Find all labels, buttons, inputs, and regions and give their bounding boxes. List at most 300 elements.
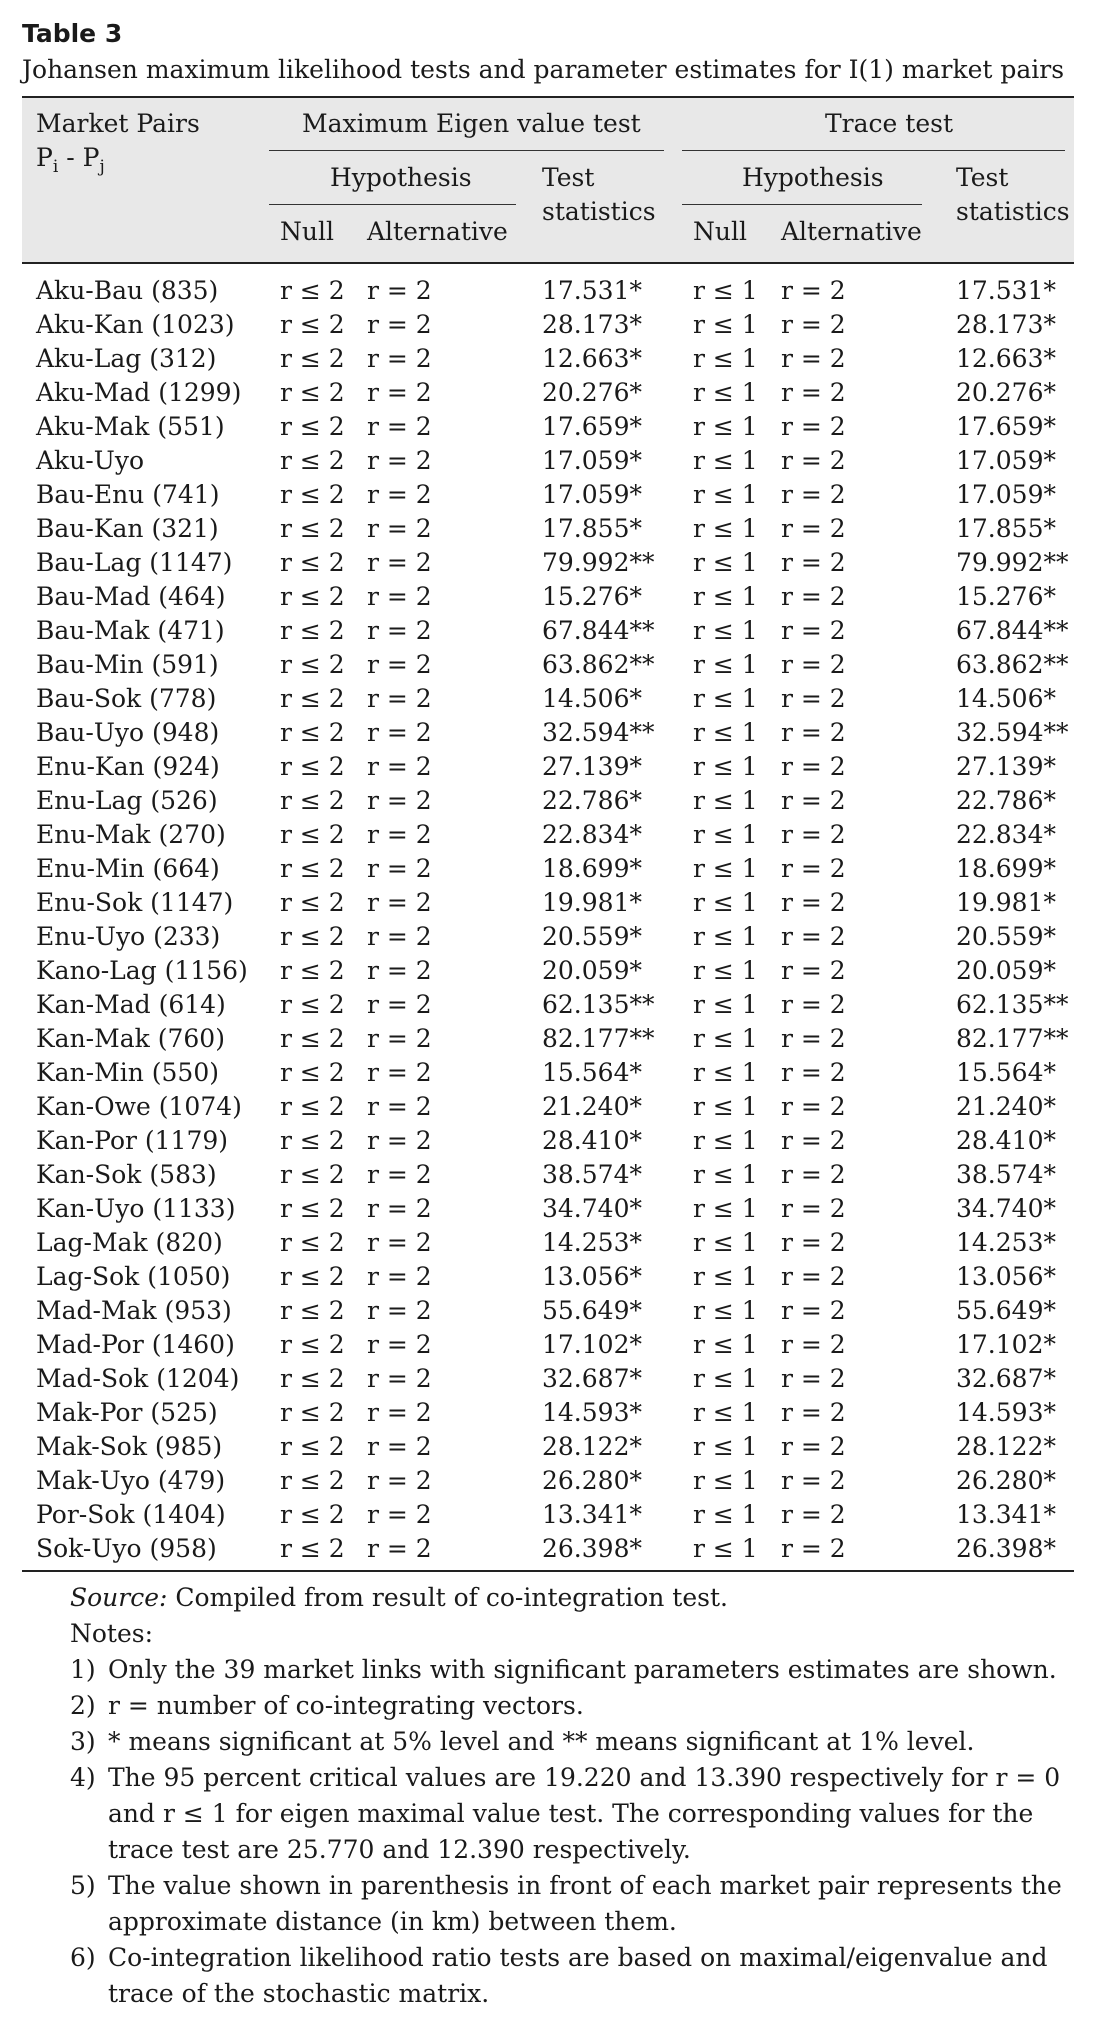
trace-alternative: r = 2 (781, 1534, 846, 1563)
market-pair: Kan-Mad (614) (36, 990, 226, 1019)
eigen-test-statistic: 28.122* (542, 1432, 642, 1461)
eigen-null: r ≤ 2 (280, 922, 345, 951)
note-text: * means significant at 5% level and ** means significant at 1% level. (108, 1727, 975, 1756)
trace-test-statistic: 14.593* (956, 1398, 1056, 1427)
trace-test-statistic: 13.056* (956, 1262, 1056, 1291)
header-pi-sub: i (52, 157, 59, 177)
trace-alternative: r = 2 (781, 276, 846, 305)
trace-null: r ≤ 1 (693, 990, 758, 1019)
trace-test-statistic: 19.981* (956, 888, 1056, 917)
trace-alternative: r = 2 (781, 718, 846, 747)
header-max-eigen: Maximum Eigen value test (302, 109, 641, 138)
eigen-null: r ≤ 2 (280, 480, 345, 509)
table-row (22, 682, 1074, 716)
eigen-alternative: r = 2 (367, 378, 432, 407)
eigen-alternative: r = 2 (367, 718, 432, 747)
eigen-null: r ≤ 2 (280, 1262, 345, 1291)
market-pair: Mad-Por (1460) (36, 1330, 235, 1359)
trace-null: r ≤ 1 (693, 446, 758, 475)
market-pair: Enu-Min (664) (36, 854, 220, 883)
eigen-null: r ≤ 2 (280, 514, 345, 543)
trace-null: r ≤ 1 (693, 956, 758, 985)
market-pair: Bau-Mad (464) (36, 582, 226, 611)
eigen-test-statistic: 20.059* (542, 956, 642, 985)
table-row (22, 614, 1074, 648)
trace-test-statistic: 28.410* (956, 1126, 1056, 1155)
eigen-null: r ≤ 2 (280, 1398, 345, 1427)
eigen-alternative: r = 2 (367, 548, 432, 577)
trace-null: r ≤ 1 (693, 650, 758, 679)
table-row (22, 886, 1074, 920)
market-pair: Kan-Min (550) (36, 1058, 219, 1087)
trace-null: r ≤ 1 (693, 344, 758, 373)
eigen-test-statistic: 17.059* (542, 446, 642, 475)
table-caption: Johansen maximum likelihood tests and parameter estimates for I(1) market pairs (22, 55, 1065, 84)
eigen-test-statistic: 63.862** (542, 650, 655, 679)
trace-null: r ≤ 1 (693, 1500, 758, 1529)
eigen-test-statistic: 17.102* (542, 1330, 642, 1359)
trace-alternative: r = 2 (781, 820, 846, 849)
table-row (22, 308, 1074, 342)
market-pair: Aku-Kan (1023) (36, 310, 235, 339)
trace-test-statistic: 32.594** (956, 718, 1069, 747)
eigen-test-statistic: 38.574* (542, 1160, 642, 1189)
eigen-test-statistic: 22.834* (542, 820, 642, 849)
trace-test-statistic: 79.992** (956, 548, 1069, 577)
market-pair: Enu-Kan (924) (36, 752, 220, 781)
eigen-alternative: r = 2 (367, 582, 432, 611)
eigen-null: r ≤ 2 (280, 786, 345, 815)
trace-alternative: r = 2 (781, 1466, 846, 1495)
table-row (22, 444, 1074, 478)
eigen-alternative: r = 2 (367, 650, 432, 679)
eigen-null: r ≤ 2 (280, 752, 345, 781)
eigen-alternative: r = 2 (367, 1398, 432, 1427)
trace-null: r ≤ 1 (693, 1330, 758, 1359)
market-pair: Bau-Kan (321) (36, 514, 219, 543)
table-row (22, 546, 1074, 580)
trace-test-statistic: 17.659* (956, 412, 1056, 441)
eigen-null: r ≤ 2 (280, 378, 345, 407)
trace-null: r ≤ 1 (693, 1364, 758, 1393)
eigen-test-statistic: 12.663* (542, 344, 642, 373)
trace-test-statistic: 63.862** (956, 650, 1069, 679)
trace-null: r ≤ 1 (693, 820, 758, 849)
trace-alternative: r = 2 (781, 310, 846, 339)
note-text: r = number of co-integrating vectors. (108, 1691, 584, 1720)
trace-alternative: r = 2 (781, 480, 846, 509)
trace-test-statistic: 14.253* (956, 1228, 1056, 1257)
trace-test-statistic: 12.663* (956, 344, 1056, 373)
table-row (22, 1022, 1074, 1056)
trace-null: r ≤ 1 (693, 378, 758, 407)
table-row (22, 716, 1074, 750)
eigen-null: r ≤ 2 (280, 854, 345, 883)
trace-test-statistic: 55.649* (956, 1296, 1056, 1325)
eigen-alternative: r = 2 (367, 1500, 432, 1529)
trace-alternative: r = 2 (781, 1296, 846, 1325)
eigen-alternative: r = 2 (367, 956, 432, 985)
eigen-null: r ≤ 2 (280, 1092, 345, 1121)
eigen-null: r ≤ 2 (280, 650, 345, 679)
eigen-test-statistic: 17.531* (542, 276, 642, 305)
eigen-alternative: r = 2 (367, 990, 432, 1019)
trace-null: r ≤ 1 (693, 1092, 758, 1121)
note-number: 1) (70, 1655, 96, 1684)
trace-hypothesis-rule (682, 204, 922, 205)
eigen-null: r ≤ 2 (280, 310, 345, 339)
eigen-alternative: r = 2 (367, 684, 432, 713)
table-row (22, 580, 1074, 614)
eigen-test-statistic: 19.981* (542, 888, 642, 917)
note-number: 2) (70, 1691, 96, 1720)
eigen-test-statistic: 15.564* (542, 1058, 642, 1087)
trace-alternative: r = 2 (781, 922, 846, 951)
eigen-null: r ≤ 2 (280, 582, 345, 611)
eigen-alternative: r = 2 (367, 412, 432, 441)
header-pj-sub: j (99, 157, 105, 177)
note-text: The 95 percent critical values are 19.220 and 13.390 respectively for r = 0 and r ≤ 1 for eigen maximal value test. The corresponding values for the trace test are 25.770 and 12.390 respectively. (108, 1763, 1061, 1864)
note-text: The value shown in parenthesis in front of each market pair represents the approximate distance (in km) between them. (108, 1871, 1062, 1936)
trace-test-statistic: 67.844** (956, 616, 1069, 645)
table-body (22, 264, 1074, 1572)
eigen-null: r ≤ 2 (280, 1296, 345, 1325)
eigen-test-statistic: 20.559* (542, 922, 642, 951)
market-pair: Aku-Mak (551) (36, 412, 225, 441)
trace-test-statistic: 20.059* (956, 956, 1056, 985)
trace-alternative: r = 2 (781, 1262, 846, 1291)
source-label: Source: (70, 1583, 168, 1612)
eigen-null: r ≤ 2 (280, 1024, 345, 1053)
trace-alternative: r = 2 (781, 378, 846, 407)
trace-alternative: r = 2 (781, 1228, 846, 1257)
market-pair: Lag-Sok (1050) (36, 1262, 231, 1291)
eigen-test-statistic: 27.139* (542, 752, 642, 781)
eigen-test-statistic: 34.740* (542, 1194, 642, 1223)
trace-null: r ≤ 1 (693, 1194, 758, 1223)
market-pair: Mad-Sok (1204) (36, 1364, 240, 1393)
trace-alternative: r = 2 (781, 1092, 846, 1121)
eigen-alternative: r = 2 (367, 616, 432, 645)
eigen-alternative: r = 2 (367, 1432, 432, 1461)
trace-null: r ≤ 1 (693, 514, 758, 543)
trace-null: r ≤ 1 (693, 1466, 758, 1495)
header-alternative-trace: Alternative (781, 217, 922, 246)
table-row (22, 1260, 1074, 1294)
trace-test-statistic: 34.740* (956, 1194, 1056, 1223)
eigen-test-statistic: 55.649* (542, 1296, 642, 1325)
eigen-alternative: r = 2 (367, 820, 432, 849)
eigen-null: r ≤ 2 (280, 1058, 345, 1087)
header-hypothesis-trace: Hypothesis (742, 163, 884, 192)
eigen-test-statistic: 32.687* (542, 1364, 642, 1393)
header-statistics-trace: statistics (956, 197, 1070, 226)
table-row (22, 1328, 1074, 1362)
table-row (22, 1226, 1074, 1260)
eigen-test-statistic: 18.699* (542, 854, 642, 883)
trace-test-statistic: 26.280* (956, 1466, 1056, 1495)
trace-test-statistic: 17.855* (956, 514, 1056, 543)
eigen-alternative: r = 2 (367, 1092, 432, 1121)
header-null-trace: Null (693, 217, 747, 246)
market-pair: Kan-Sok (583) (36, 1160, 217, 1189)
eigen-alternative: r = 2 (367, 1024, 432, 1053)
eigen-alternative: r = 2 (367, 1534, 432, 1563)
eigen-test-statistic: 14.506* (542, 684, 642, 713)
table-row (22, 1124, 1074, 1158)
eigen-null: r ≤ 2 (280, 1160, 345, 1189)
trace-alternative: r = 2 (781, 412, 846, 441)
market-pair: Enu-Lag (526) (36, 786, 218, 815)
table-row (22, 1056, 1074, 1090)
eigen-test-statistic: 17.059* (542, 480, 642, 509)
eigen-null: r ≤ 2 (280, 1228, 345, 1257)
eigen-test-statistic: 26.398* (542, 1534, 642, 1563)
market-pair: Bau-Uyo (948) (36, 718, 220, 747)
note-item (70, 1724, 1070, 1760)
table-row (22, 648, 1074, 682)
trace-test-statistic: 20.559* (956, 922, 1056, 951)
eigen-null: r ≤ 2 (280, 412, 345, 441)
table-row (22, 274, 1074, 308)
table-row (22, 1192, 1074, 1226)
eigen-test-statistic: 79.992** (542, 548, 655, 577)
eigen-null: r ≤ 2 (280, 684, 345, 713)
eigen-test-statistic: 26.280* (542, 1466, 642, 1495)
note-number: 4) (70, 1763, 96, 1792)
eigen-test-statistic: 14.593* (542, 1398, 642, 1427)
trace-alternative: r = 2 (781, 1500, 846, 1529)
trace-null: r ≤ 1 (693, 684, 758, 713)
header-pi-pj (36, 142, 105, 183)
table-row (22, 1430, 1074, 1464)
eigen-null: r ≤ 2 (280, 718, 345, 747)
trace-null: r ≤ 1 (693, 1160, 758, 1189)
eigen-alternative: r = 2 (367, 854, 432, 883)
eigen-test-statistic: 62.135** (542, 990, 655, 1019)
market-pair: Bau-Sok (778) (36, 684, 217, 713)
trace-alternative: r = 2 (781, 752, 846, 781)
eigen-null: r ≤ 2 (280, 446, 345, 475)
eigen-test-statistic: 32.594** (542, 718, 655, 747)
note-item (70, 1940, 1070, 2012)
trace-alternative: r = 2 (781, 888, 846, 917)
trace-alternative: r = 2 (781, 1364, 846, 1393)
trace-alternative: r = 2 (781, 990, 846, 1019)
market-pair: Enu-Sok (1147) (36, 888, 234, 917)
trace-alternative: r = 2 (781, 650, 846, 679)
market-pair: Kan-Uyo (1133) (36, 1194, 236, 1223)
header-hypothesis-eigen: Hypothesis (330, 163, 472, 192)
eigen-null: r ≤ 2 (280, 1500, 345, 1529)
trace-alternative: r = 2 (781, 786, 846, 815)
trace-alternative: r = 2 (781, 956, 846, 985)
trace-null: r ≤ 1 (693, 752, 758, 781)
header-trace: Trace test (825, 109, 953, 138)
trace-null: r ≤ 1 (693, 548, 758, 577)
trace-test-statistic: 13.341* (956, 1500, 1056, 1529)
eigen-null: r ≤ 2 (280, 616, 345, 645)
trace-null: r ≤ 1 (693, 786, 758, 815)
market-pair: Mak-Sok (985) (36, 1432, 223, 1461)
table-row (22, 1532, 1074, 1566)
trace-null: r ≤ 1 (693, 1058, 758, 1087)
trace-test-statistic: 17.531* (956, 276, 1056, 305)
table-row (22, 852, 1074, 886)
trace-test-statistic: 28.173* (956, 310, 1056, 339)
eigen-hypothesis-rule (269, 204, 516, 205)
trace-alternative: r = 2 (781, 1160, 846, 1189)
table-label: Table 3 (22, 19, 123, 48)
trace-test-statistic: 17.059* (956, 446, 1056, 475)
eigen-alternative: r = 2 (367, 446, 432, 475)
trace-test-statistic: 18.699* (956, 854, 1056, 883)
eigen-alternative: r = 2 (367, 1228, 432, 1257)
trace-test-statistic: 17.102* (956, 1330, 1056, 1359)
eigen-alternative: r = 2 (367, 752, 432, 781)
table-header (22, 98, 1074, 264)
table-row (22, 1396, 1074, 1430)
eigen-null: r ≤ 2 (280, 956, 345, 985)
eigen-test-statistic: 28.410* (542, 1126, 642, 1155)
market-pair: Bau-Lag (1147) (36, 548, 233, 577)
market-pair: Kan-Por (1179) (36, 1126, 229, 1155)
eigen-null: r ≤ 2 (280, 1194, 345, 1223)
eigen-test-statistic: 13.341* (542, 1500, 642, 1529)
eigen-alternative: r = 2 (367, 1126, 432, 1155)
eigen-alternative: r = 2 (367, 1160, 432, 1189)
eigen-test-statistic: 15.276* (542, 582, 642, 611)
trace-null: r ≤ 1 (693, 888, 758, 917)
trace-alternative: r = 2 (781, 582, 846, 611)
source-text: Compiled from result of co-integration test. (167, 1583, 728, 1612)
eigen-test-statistic: 17.855* (542, 514, 642, 543)
header-test-trace: Test (956, 163, 1009, 192)
trace-test-statistic: 32.687* (956, 1364, 1056, 1393)
eigen-test-statistic: 82.177** (542, 1024, 655, 1053)
table-row (22, 954, 1074, 988)
table-row (22, 1464, 1074, 1498)
trace-test-statistic: 17.059* (956, 480, 1056, 509)
eigen-null: r ≤ 2 (280, 1364, 345, 1393)
eigen-null: r ≤ 2 (280, 548, 345, 577)
eigen-null: r ≤ 2 (280, 344, 345, 373)
eigen-alternative: r = 2 (367, 1262, 432, 1291)
eigen-null: r ≤ 2 (280, 990, 345, 1019)
market-pair: Kano-Lag (1156) (36, 956, 248, 985)
trace-null: r ≤ 1 (693, 1262, 758, 1291)
trace-null: r ≤ 1 (693, 276, 758, 305)
trace-null: r ≤ 1 (693, 480, 758, 509)
eigen-null: r ≤ 2 (280, 276, 345, 305)
trace-test-statistic: 82.177** (956, 1024, 1069, 1053)
eigen-null: r ≤ 2 (280, 1432, 345, 1461)
note-number: 3) (70, 1727, 96, 1756)
trace-alternative: r = 2 (781, 854, 846, 883)
header-test-eigen: Test (542, 163, 595, 192)
table-row (22, 478, 1074, 512)
trace-null: r ≤ 1 (693, 412, 758, 441)
trace-null: r ≤ 1 (693, 310, 758, 339)
eigen-null: r ≤ 2 (280, 888, 345, 917)
table-row (22, 342, 1074, 376)
market-pair: Aku-Bau (835) (36, 276, 219, 305)
trace-test-statistic: 27.139* (956, 752, 1056, 781)
trace-test-statistic: 38.574* (956, 1160, 1056, 1189)
trace-test-statistic: 20.276* (956, 378, 1056, 407)
eigen-test-statistic: 13.056* (542, 1262, 642, 1291)
eigen-test-statistic: 21.240* (542, 1092, 642, 1121)
table-row (22, 750, 1074, 784)
market-pair: Bau-Mak (471) (36, 616, 225, 645)
note-text: Only the 39 market links with significant parameters estimates are shown. (108, 1655, 1057, 1684)
trace-null: r ≤ 1 (693, 1126, 758, 1155)
note-number: 5) (70, 1871, 96, 1900)
trace-null: r ≤ 1 (693, 922, 758, 951)
market-pair: Sok-Uyo (958) (36, 1534, 217, 1563)
trace-test-statistic: 14.506* (956, 684, 1056, 713)
trace-null: r ≤ 1 (693, 616, 758, 645)
trace-test-statistic: 22.834* (956, 820, 1056, 849)
trace-test-statistic: 62.135** (956, 990, 1069, 1019)
notes-label: Notes: (70, 1619, 154, 1648)
trace-alternative: r = 2 (781, 616, 846, 645)
trace-alternative: r = 2 (781, 1330, 846, 1359)
table-row (22, 818, 1074, 852)
table-row (22, 1498, 1074, 1532)
market-pair: Por-Sok (1404) (36, 1500, 226, 1529)
eigen-null: r ≤ 2 (280, 1330, 345, 1359)
market-pair: Bau-Enu (741) (36, 480, 220, 509)
eigen-null: r ≤ 2 (280, 1534, 345, 1563)
market-pair: Kan-Mak (760) (36, 1024, 225, 1053)
eigen-alternative: r = 2 (367, 1194, 432, 1223)
table-row (22, 1090, 1074, 1124)
trace-null: r ≤ 1 (693, 1024, 758, 1053)
trace-null: r ≤ 1 (693, 1398, 758, 1427)
eigen-test-statistic: 67.844** (542, 616, 655, 645)
table-notes (70, 1580, 1074, 2012)
eigen-test-statistic: 28.173* (542, 310, 642, 339)
trace-null: r ≤ 1 (693, 1296, 758, 1325)
trace-alternative: r = 2 (781, 1432, 846, 1461)
eigen-test-statistic: 20.276* (542, 378, 642, 407)
note-number: 6) (70, 1943, 96, 1972)
eigen-test-statistic: 14.253* (542, 1228, 642, 1257)
trace-null: r ≤ 1 (693, 1432, 758, 1461)
eigen-alternative: r = 2 (367, 1466, 432, 1495)
eigen-test-statistic: 17.659* (542, 412, 642, 441)
trace-group-rule (682, 150, 1065, 151)
eigen-alternative: r = 2 (367, 1058, 432, 1087)
trace-alternative: r = 2 (781, 344, 846, 373)
trace-test-statistic: 22.786* (956, 786, 1056, 815)
trace-alternative: r = 2 (781, 446, 846, 475)
eigen-alternative: r = 2 (367, 344, 432, 373)
market-pair: Aku-Lag (312) (36, 344, 217, 373)
table-row (22, 920, 1074, 954)
eigen-alternative: r = 2 (367, 514, 432, 543)
header-pi: P (36, 143, 53, 172)
note-item (70, 1760, 1070, 1868)
table-row (22, 410, 1074, 444)
market-pair: Mad-Mak (953) (36, 1296, 232, 1325)
trace-null: r ≤ 1 (693, 1228, 758, 1257)
eigen-alternative: r = 2 (367, 1330, 432, 1359)
trace-alternative: r = 2 (781, 1058, 846, 1087)
trace-alternative: r = 2 (781, 1126, 846, 1155)
table-row (22, 1294, 1074, 1328)
